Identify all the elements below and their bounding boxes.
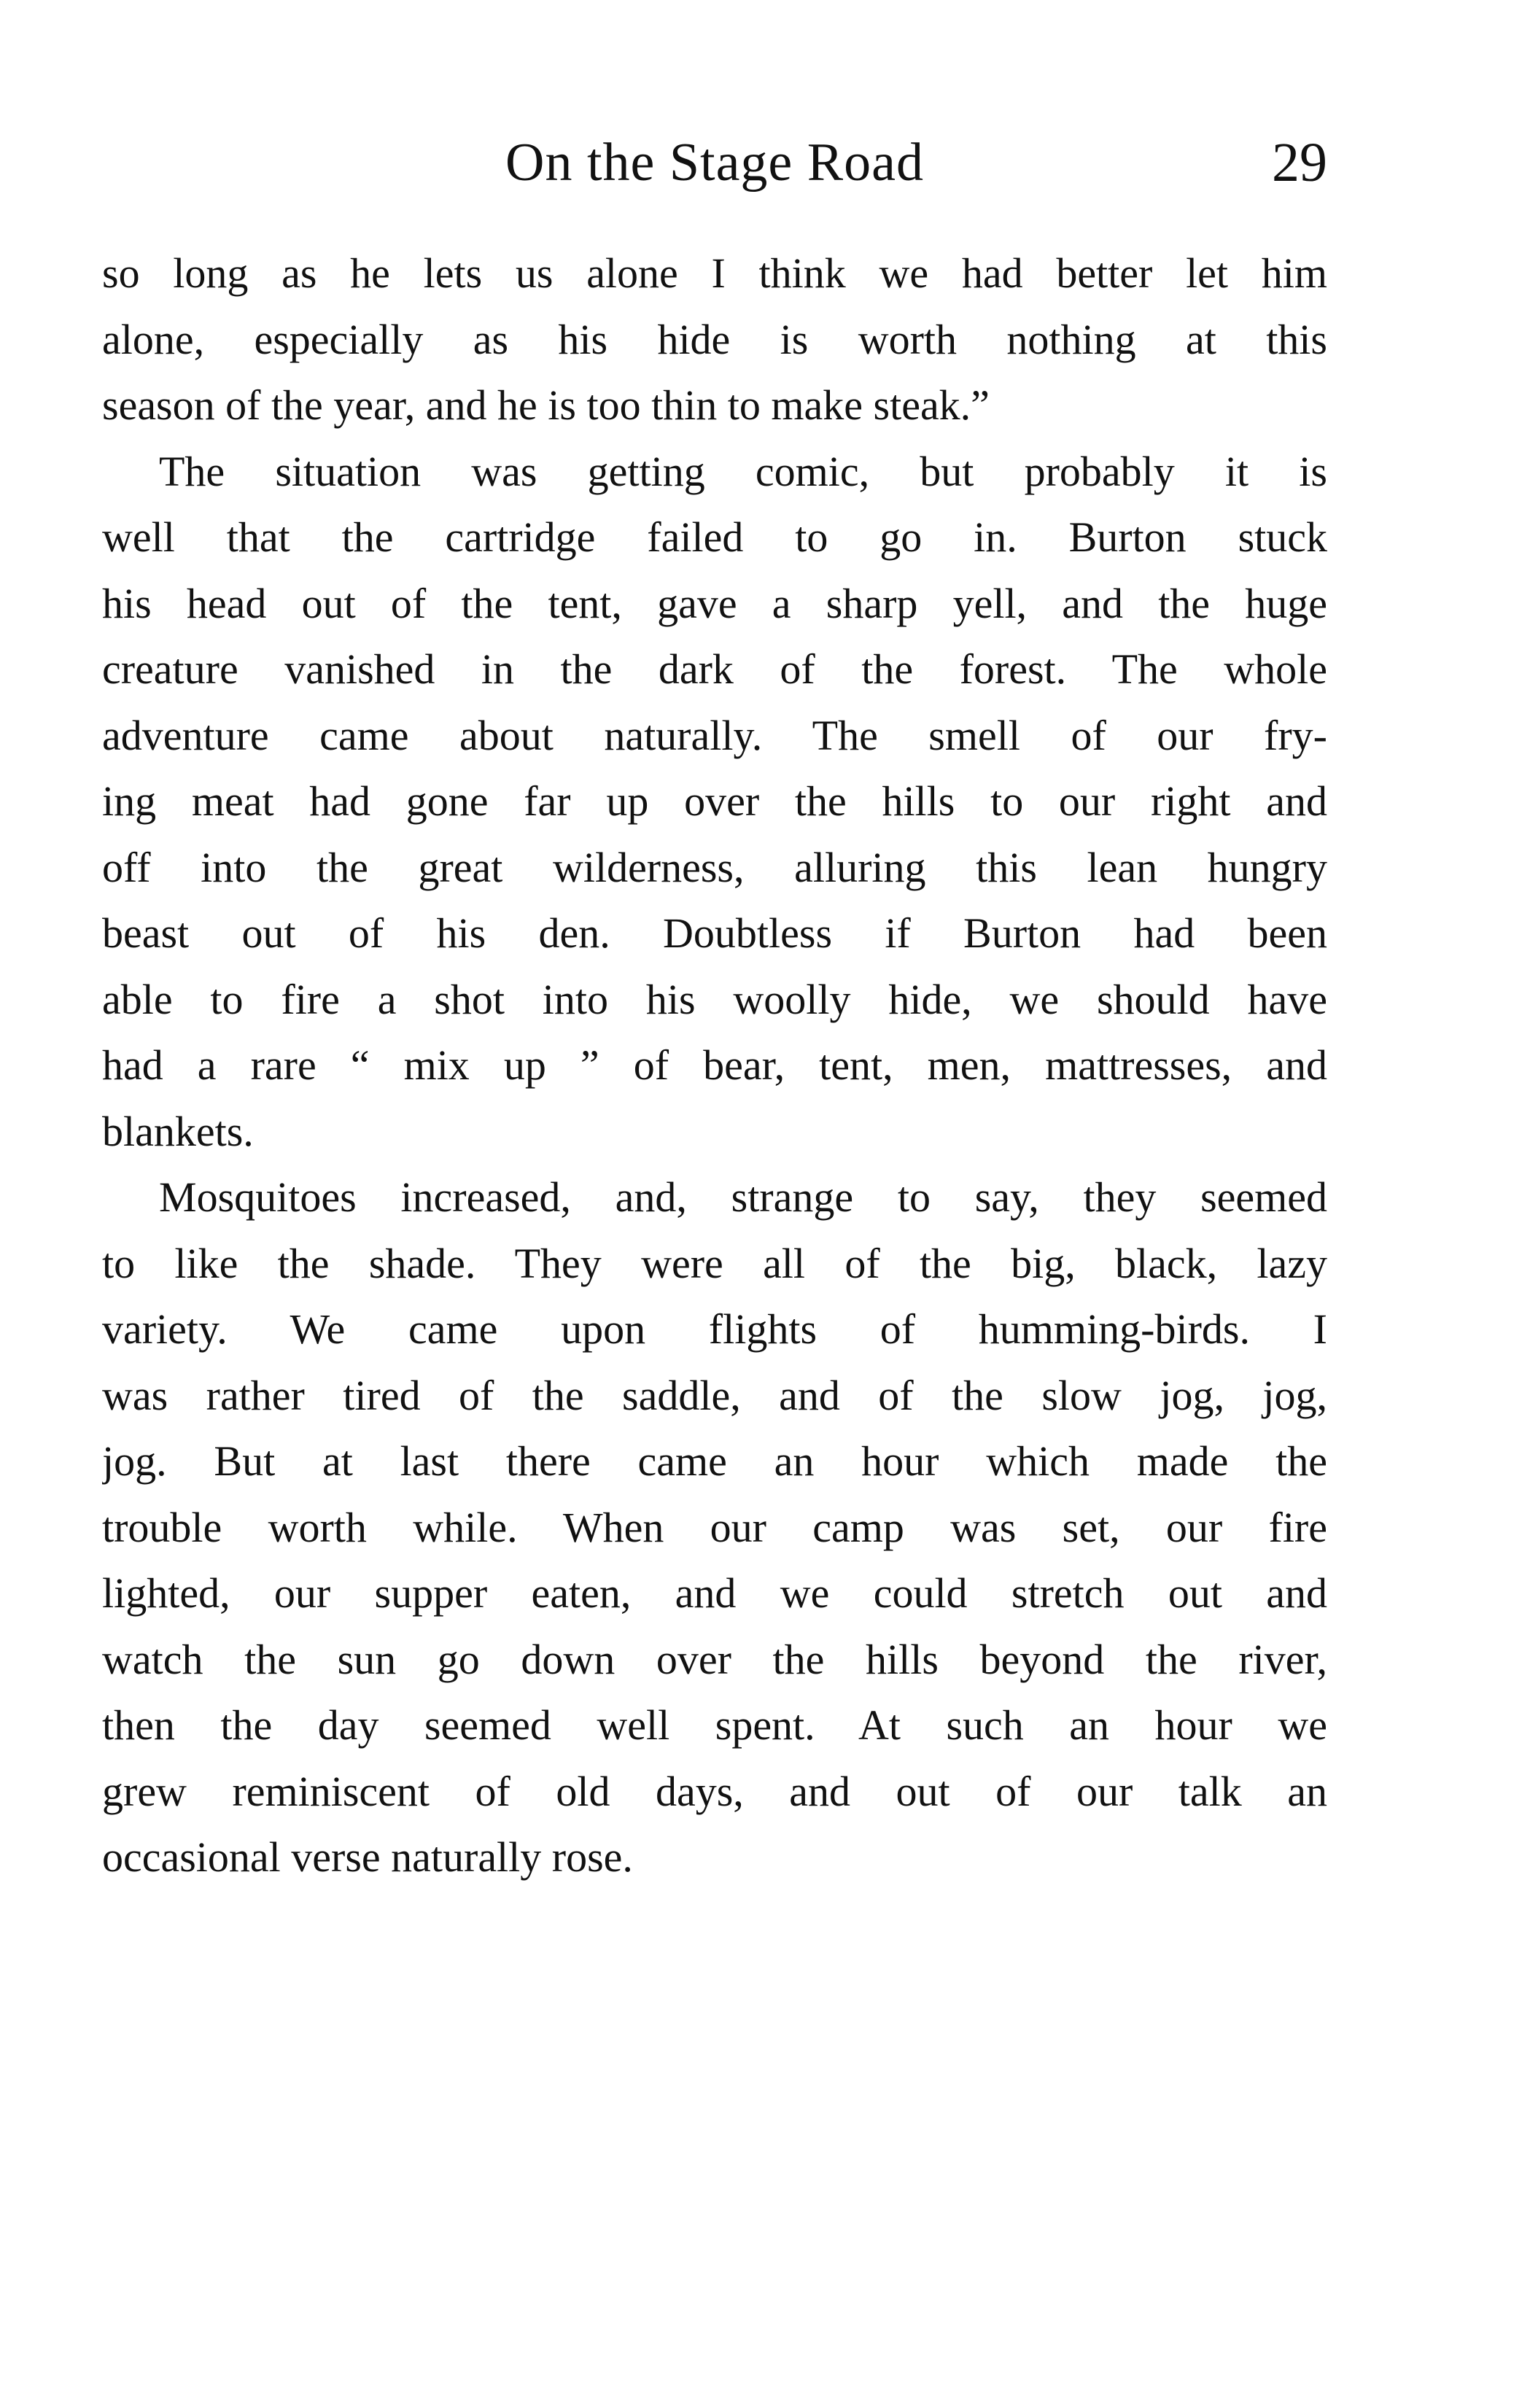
text-line: watch the sun go down over the hills beyond the river, xyxy=(102,1635,1327,1683)
body-text xyxy=(102,241,1327,1891)
text-line: then the day seemed well spent. At such an hour we xyxy=(102,1701,1327,1749)
text-line: beast out of his den. Doubtless if Burton had been xyxy=(102,909,1327,957)
running-title: On the Stage Road xyxy=(505,133,924,193)
text-line: jog. But at last there came an hour which made the xyxy=(102,1437,1327,1485)
text-line: trouble worth while. When our camp was set, our fire xyxy=(102,1503,1327,1551)
paragraph-1 xyxy=(102,241,1327,439)
text-line: Mosquitoes increased, and, strange to say, they seemed xyxy=(159,1173,1327,1221)
paragraph-3 xyxy=(102,1165,1327,1891)
text-line: creature vanished in the dark of the forest. The whole xyxy=(102,645,1327,693)
text-line: had a rare “ mix up ” of bear, tent, men, mattresses, and xyxy=(102,1041,1327,1089)
text-line: to like the shade. They were all of the big, black, lazy xyxy=(102,1239,1327,1287)
text-line: grew reminiscent of old days, and out of our talk an xyxy=(102,1767,1327,1815)
text-line: his head out of the tent, gave a sharp yell, and the huge xyxy=(102,579,1327,627)
text-line: occasional verse naturally rose. xyxy=(102,1833,633,1881)
text-line: ing meat had gone far up over the hills to our right and xyxy=(102,777,1327,825)
page-number: 29 xyxy=(1272,132,1327,193)
text-line: able to fire a shot into his woolly hide, we should have xyxy=(102,975,1327,1023)
text-line: The situation was getting comic, but probably it is xyxy=(159,447,1327,495)
text-line: well that the cartridge failed to go in. Burton stuck xyxy=(102,513,1327,561)
text-line: lighted, our supper eaten, and we could stretch out and xyxy=(102,1569,1327,1617)
paragraph-2 xyxy=(102,439,1327,1165)
text-line: was rather tired of the saddle, and of the slow jog, jog, xyxy=(102,1371,1327,1419)
text-line: so long as he lets us alone I think we had better let him xyxy=(102,249,1327,297)
text-line: season of the year, and he is too thin to make steak.” xyxy=(102,381,990,429)
text-line: off into the great wilderness, alluring this lean hungry xyxy=(102,843,1327,891)
text-line: alone, especially as his hide is worth nothing at this xyxy=(102,315,1327,363)
text-line: adventure came about naturally. The smell of our fry- xyxy=(102,711,1327,759)
text-line: variety. We came upon flights of humming-birds. I xyxy=(102,1305,1327,1353)
running-head xyxy=(102,123,1327,203)
text-line: blankets. xyxy=(102,1107,254,1155)
